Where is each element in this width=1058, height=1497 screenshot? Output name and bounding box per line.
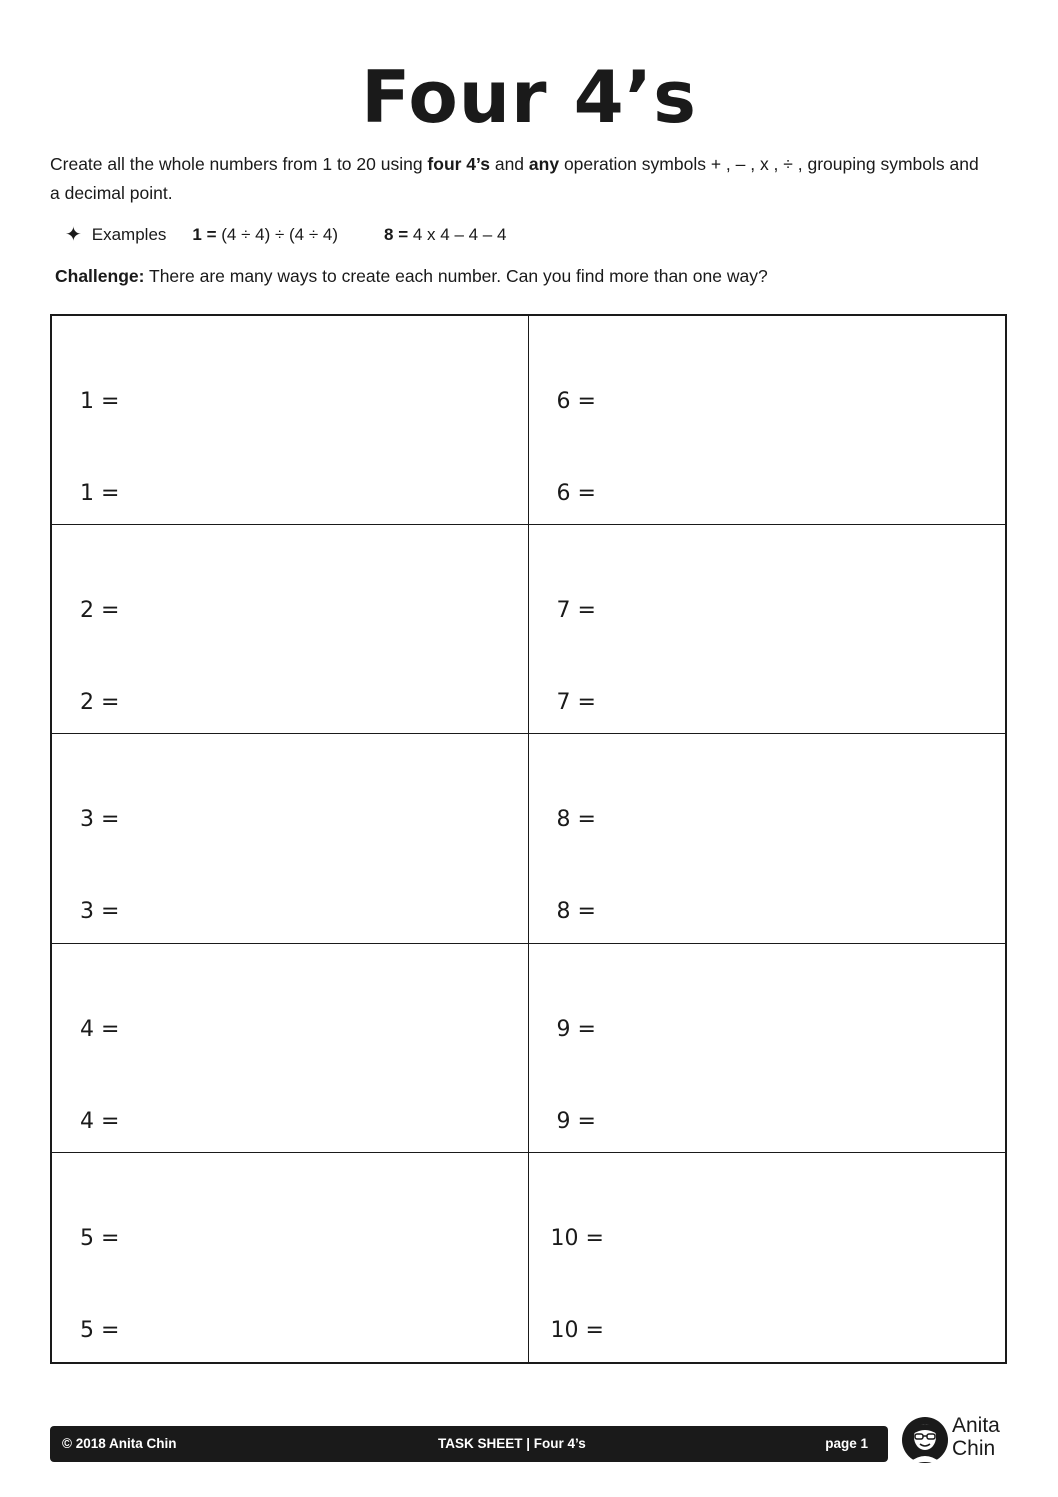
example-2 bbox=[384, 225, 506, 245]
answer-line: 10 = bbox=[550, 1225, 604, 1251]
answer-line: 8 = bbox=[556, 807, 596, 833]
author-logo-text bbox=[952, 1414, 1000, 1460]
instructions-bold-four-fours: four 4’s bbox=[427, 154, 490, 174]
answer-line: 9 = bbox=[556, 1108, 596, 1134]
example-2-rhs: 4 x 4 – 4 – 4 bbox=[408, 224, 507, 244]
example-2-lhs: 8 = bbox=[384, 224, 409, 244]
example-1 bbox=[192, 225, 338, 245]
footer-bar bbox=[50, 1426, 888, 1462]
answer-cell-10 bbox=[529, 1153, 1006, 1362]
footer-page-number: page 1 bbox=[825, 1436, 868, 1451]
answer-line: 4 = bbox=[80, 1016, 120, 1042]
answer-cell-7 bbox=[529, 525, 1006, 734]
footer-copyright: © 2018 Anita Chin bbox=[62, 1436, 177, 1451]
answer-grid bbox=[50, 314, 1007, 1364]
answer-cell-5 bbox=[52, 1153, 529, 1362]
examples-line bbox=[65, 222, 552, 247]
author-logo bbox=[900, 1410, 1015, 1466]
answer-cell-8 bbox=[529, 734, 1006, 943]
author-avatar-icon bbox=[900, 1410, 950, 1466]
logo-line-1: Anita bbox=[952, 1414, 1000, 1437]
challenge-label: Challenge: bbox=[55, 266, 145, 286]
footer-sheet-title: TASK SHEET | Four 4’s bbox=[438, 1436, 586, 1451]
answer-line: 2 = bbox=[80, 598, 120, 624]
star-bullet-icon: ✦ bbox=[65, 224, 82, 246]
answer-line: 1 = bbox=[80, 481, 120, 506]
answer-line: 3 = bbox=[80, 807, 120, 833]
challenge-text: There are many ways to create each number. Can you find more than one way? bbox=[144, 266, 768, 286]
answer-cell-9 bbox=[529, 944, 1006, 1153]
answer-line: 5 = bbox=[80, 1317, 120, 1343]
answer-line: 2 = bbox=[80, 690, 120, 716]
example-1-lhs: 1 = bbox=[192, 224, 217, 244]
answer-line: 10 = bbox=[550, 1317, 604, 1343]
answer-line: 3 = bbox=[80, 899, 120, 925]
answer-line: 8 = bbox=[556, 899, 596, 925]
answer-cell-4 bbox=[52, 944, 529, 1153]
logo-line-2: Chin bbox=[952, 1437, 996, 1460]
instructions-text-3: operation symbols + , – , x , ÷ , grouping symbols and a decimal point. bbox=[50, 154, 979, 203]
answer-cell-3 bbox=[52, 734, 529, 943]
answer-line: 7 = bbox=[556, 690, 596, 716]
answer-line: 4 = bbox=[80, 1108, 120, 1134]
answer-line: 1 = bbox=[80, 389, 120, 414]
page-title: Four 4’s bbox=[361, 55, 697, 139]
answer-cell-1 bbox=[52, 316, 529, 525]
instructions-bold-any: any bbox=[528, 154, 560, 174]
answer-line: 6 = bbox=[556, 389, 596, 414]
answer-cell-6 bbox=[529, 316, 1006, 525]
answer-line: 9 = bbox=[556, 1016, 596, 1042]
instructions bbox=[50, 150, 990, 208]
answer-line: 6 = bbox=[556, 481, 596, 506]
instructions-text-2: and bbox=[489, 154, 529, 174]
answer-cell-2 bbox=[52, 525, 529, 734]
answer-line: 5 = bbox=[80, 1225, 120, 1251]
examples-label: Examples bbox=[91, 224, 167, 244]
example-1-rhs: (4 ÷ 4) ÷ (4 ÷ 4) bbox=[216, 224, 339, 244]
instructions-text-1: Create all the whole numbers from 1 to 20 using bbox=[50, 154, 428, 174]
answer-line: 7 = bbox=[556, 598, 596, 624]
challenge-line bbox=[55, 266, 768, 287]
